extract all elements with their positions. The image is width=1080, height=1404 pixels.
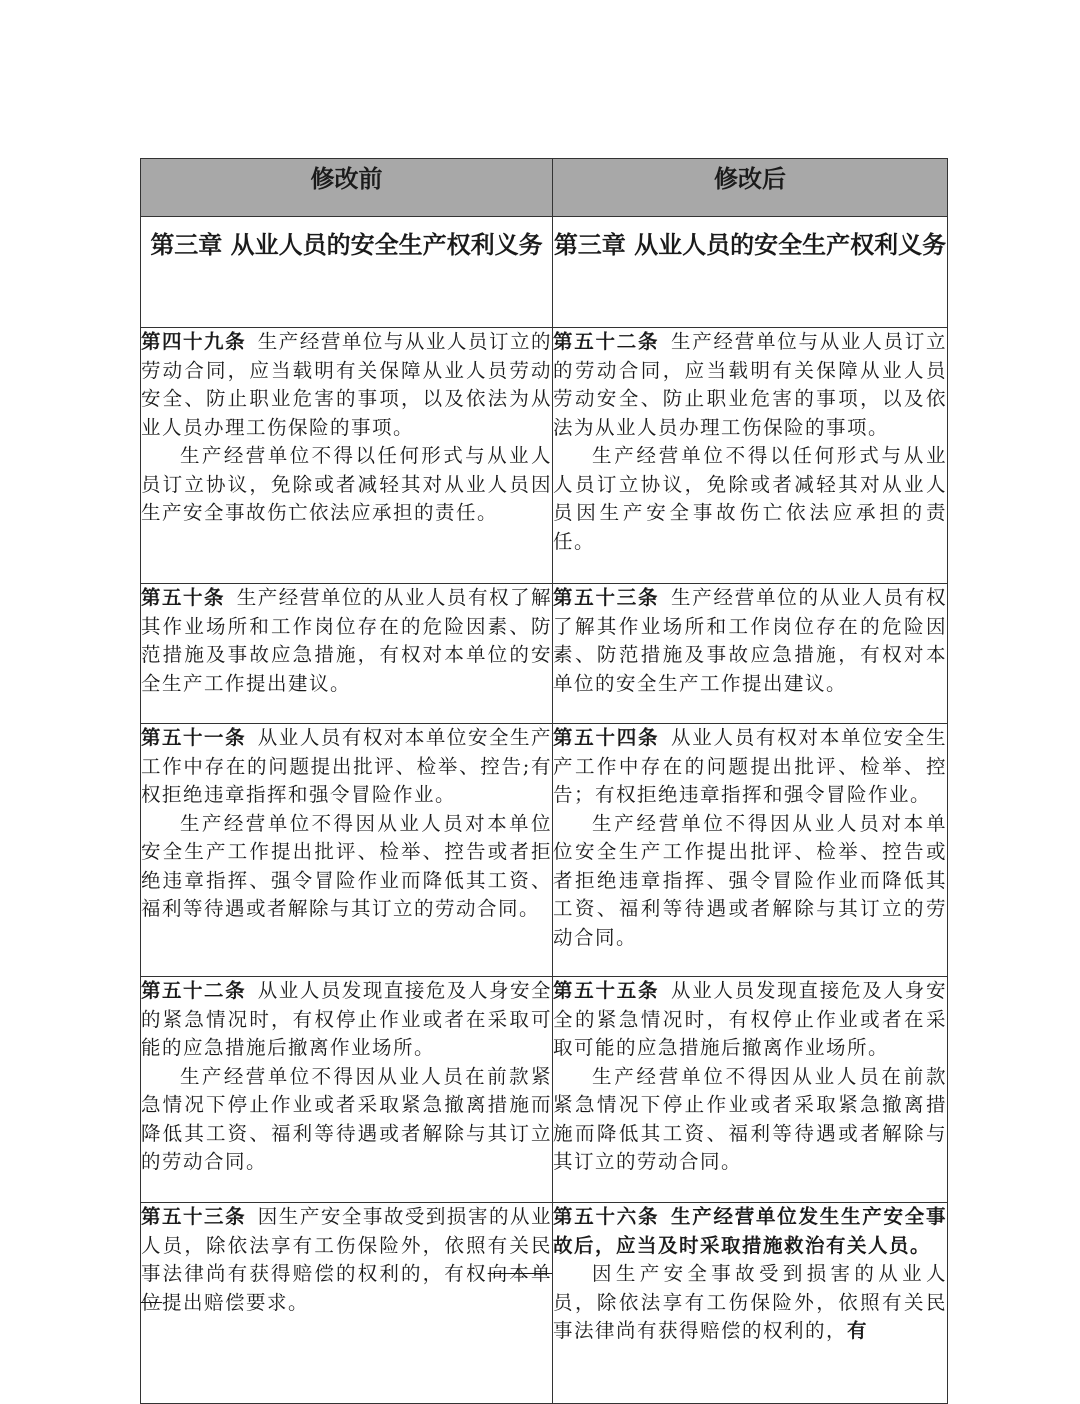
header-after: 修改后	[553, 159, 948, 217]
added-text: 生产经营单位发生生产安全事故后，应当及时采取措施救治有关人员。	[553, 1205, 947, 1257]
cell-before	[141, 584, 553, 724]
article-number: 第四十九条	[141, 330, 247, 353]
article-text: 从业人员发现直接危及人身安全的紧急情况时，有权停止作业或者在采取可能的应急措施后撤离作业场所。	[141, 979, 552, 1059]
paragraph	[141, 724, 552, 810]
paragraph	[553, 724, 947, 810]
cell-after	[553, 1203, 948, 1404]
paragraph	[141, 1203, 552, 1317]
paragraph	[141, 977, 552, 1063]
cell-after	[553, 584, 948, 724]
article-number: 第五十四条	[553, 726, 660, 749]
paragraph	[553, 977, 947, 1063]
paragraph: 生产经营单位不得因从业人员在前款紧急情况下停止作业或者采取紧急撤离措施而降低其工资、福利等待遇或者解除与其订立的劳动合同。	[553, 1064, 947, 1173]
paragraph: 生产经营单位不得因从业人员在前款紧急情况下停止作业或者采取紧急撤离措施而降低其工资、福利等待遇或者解除与其订立的劳动合同。	[141, 1064, 552, 1173]
paragraph	[553, 1260, 947, 1346]
article-text: 从业人员发现直接危及人身安全的紧急情况时，有权停止作业或者在采取可能的应急措施后撤离作业场所。	[553, 979, 947, 1059]
article-number: 第五十条	[141, 586, 226, 609]
table-row	[141, 724, 948, 977]
table-row	[141, 584, 948, 724]
chapter-before: 第三章 从业人员的安全生产权利义务	[141, 217, 553, 328]
paragraph: 生产经营单位不得因从业人员对本单位安全生产工作提出批评、检举、控告或者拒绝违章指挥、强令冒险作业而降低其工资、福利等待遇或者解除与其订立的劳动合同。	[553, 811, 947, 949]
paragraph	[553, 584, 947, 698]
article-text: 生产经营单位的从业人员有权了解其作业场所和工作岗位存在的危险因素、防范措施及事故应急措施，有权对本单位的安全生产工作提出建议。	[553, 586, 947, 695]
table-row	[141, 977, 948, 1203]
cell-before	[141, 724, 553, 977]
table-row	[141, 328, 948, 584]
header-row	[141, 159, 948, 217]
article-text: 从业人员有权对本单位安全生产工作中存在的问题提出批评、检举、控告；有权拒绝违章指挥和强令冒险作业。	[553, 726, 947, 806]
cell-after	[553, 977, 948, 1203]
deleted-text: 向本单位	[141, 1262, 552, 1314]
added-text: 有	[847, 1319, 869, 1342]
paragraph: 生产经营单位不得因从业人员对本单位安全生产工作提出批评、检举、控告或者拒绝违章指挥、强令冒险作业而降低其工资、福利等待遇或者解除与其订立的劳动合同。	[141, 811, 552, 920]
article-number: 第五十一条	[141, 726, 247, 749]
comparison-table	[140, 158, 948, 1404]
article-text: 因生产安全事故受到损害的从业人员，除依法享有工伤保险外，依照有关民事法律尚有获得赔偿的权利的，有权	[141, 1205, 552, 1285]
paragraph: 生产经营单位不得以任何形式与从业人员订立协议，免除或者减轻其对从业人员因生产安全事故伤亡依法应承担的责任。	[141, 444, 552, 524]
paragraph: 生产经营单位不得以任何形式与从业人员订立协议，免除或者减轻其对从业人员因生产安全事故伤亡依法应承担的责任。	[553, 444, 947, 553]
cell-before	[141, 977, 553, 1203]
paragraph	[553, 328, 947, 442]
article-text: 生产经营单位的从业人员有权了解其作业场所和工作岗位存在的危险因素、防范措施及事故应急措施，有权对本单位的安全生产工作提出建议。	[141, 586, 552, 695]
article-text: 因生产安全事故受到损害的从业人员，除依法享有工伤保险外，依照有关民事法律尚有获得赔偿的权利的，	[553, 1262, 947, 1342]
article-text: 生产经营单位与从业人员订立的劳动合同，应当载明有关保障从业人员劳动安全、防止职业危害的事项，以及依法为从业人员办理工伤保险的事项。	[553, 330, 947, 439]
cell-before	[141, 1203, 553, 1404]
article-number: 第五十三条	[553, 586, 660, 609]
chapter-row	[141, 217, 948, 328]
article-number: 第五十三条	[141, 1205, 247, 1228]
cell-after	[553, 724, 948, 977]
table-row	[141, 1203, 948, 1404]
article-number: 第五十二条	[141, 979, 247, 1002]
chapter-after: 第三章 从业人员的安全生产权利义务	[553, 217, 948, 328]
article-text: 从业人员有权对本单位安全生产工作中存在的问题提出批评、检举、控告;有权拒绝违章指挥和强令冒险作业。	[141, 726, 552, 806]
header-before: 修改前	[141, 159, 553, 217]
paragraph	[141, 328, 552, 442]
paragraph	[141, 584, 552, 698]
cell-before	[141, 328, 553, 584]
article-number: 第五十五条	[553, 979, 660, 1002]
article-text: 生产经营单位与从业人员订立的劳动合同，应当载明有关保障从业人员劳动安全、防止职业危害的事项，以及依法为从业人员办理工伤保险的事项。	[141, 330, 552, 439]
paragraph	[553, 1203, 947, 1260]
article-number: 第五十二条	[553, 330, 660, 353]
cell-after	[553, 328, 948, 584]
article-number: 第五十六条	[553, 1205, 660, 1228]
article-text: 提出赔偿要求。	[162, 1290, 310, 1314]
